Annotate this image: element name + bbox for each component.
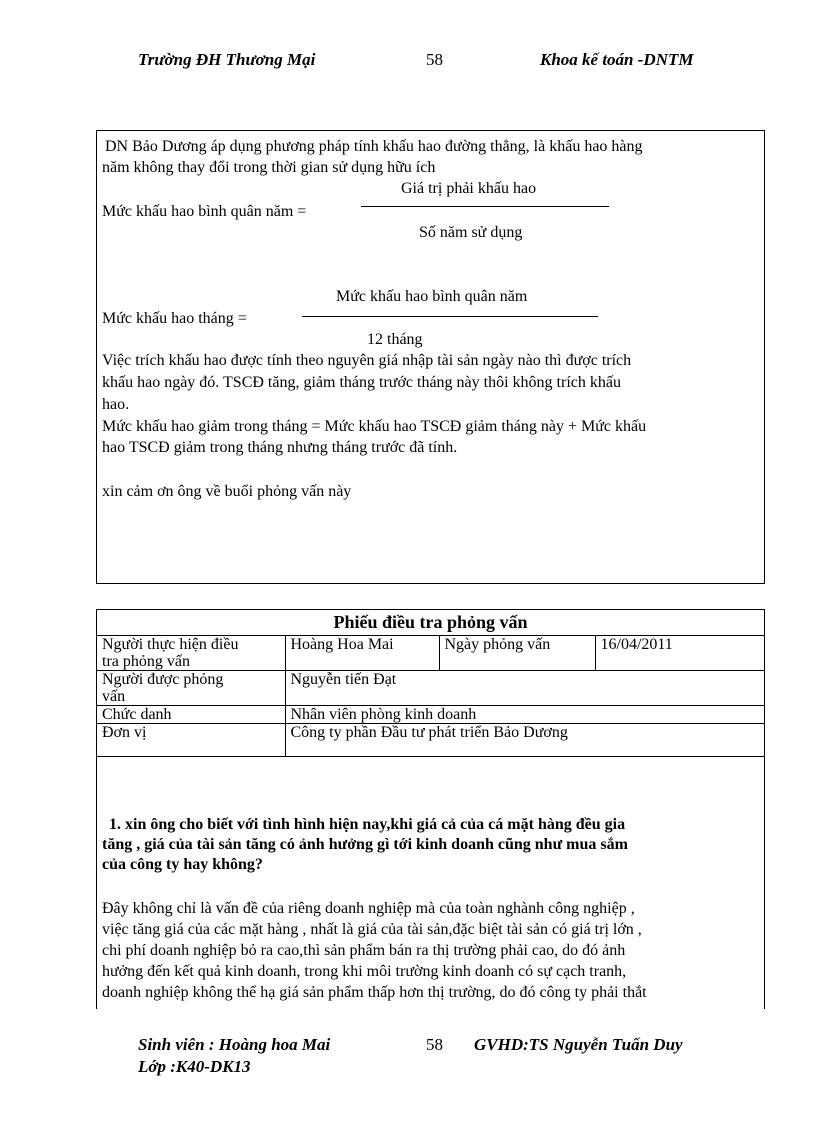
interviewee-label [97,671,285,706]
body-line-1: Việc trích khấu hao được tính theo nguyên giá nhập tài sản ngày nào thì được trích [102,352,632,369]
survey-title: Phiếu điều tra phỏng vấn [333,612,528,632]
answer-line-4: hưởng đến kết quả kinh doanh, trong khi môi trường kinh doanh có sự cạch tranh, [102,963,627,980]
interview-date-value: 16/04/2011 [595,636,764,671]
answer-line-1: Đây không chỉ là vấn đề của riêng doanh nghiệp mà của toàn nghành công nghiệp , [102,900,635,917]
footer-class: Lớp :K40-DK13 [138,1057,251,1076]
interviewee-label-line-1: Người được phỏng [102,671,224,688]
monthly-fraction-line [302,316,598,317]
question-line-2: tăng , giá của tài sản tăng có ảnh hưởng gì tới kinh doanh cũng như mua sắm [102,836,628,853]
body-line-2: khấu hao ngày đó. TSCĐ tăng, giảm tháng trước tháng này thôi không trích khấu [102,374,621,391]
question-line-3: của công ty hay không? [102,856,263,873]
header-page-number: 58 [426,50,443,69]
body-line-3: hao. [102,396,130,413]
annual-fraction-line [361,206,609,207]
monthly-formula-label: Mức khấu hao tháng = [102,310,247,327]
body-line-4: Mức khấu hao giảm trong tháng = Mức khấu hao TSCĐ giảm tháng này + Mức khấu [102,418,647,435]
annual-formula-numerator: Giá trị phải khấu hao [401,180,537,197]
position-label: Chức danh [97,706,285,724]
answer-line-3: chi phí doanh nghiệp bỏ ra cao,thì sản phẩm bán ra thị trường phải cao, do đó ảnh [102,942,626,959]
body-line-5: hao TSCĐ giảm trong tháng nhưng tháng trước đã tính. [102,439,458,456]
monthly-formula-numerator: Mức khấu hao bình quân năm [336,288,528,305]
answer-line-5: doanh nghiệp không thể hạ giá sản phẩm thấp hơn thị trường, do đó công ty phải thắt [102,984,647,1001]
interviewer-label [97,636,285,671]
unit-label: Đơn vị [97,724,285,757]
position-value: Nhân viên phòng kinh doanh [285,706,764,724]
interviewer-label-line-2: tra phỏng vấn [102,653,190,670]
unit-value: Công ty phần Đầu tư phát triển Bảo Dương [285,724,764,757]
table-row [97,706,764,724]
header-school: Trường ĐH Thương Mại [138,50,316,69]
interviewee-value: Nguyễn tiến Đạt [285,671,764,706]
table-row [97,636,764,671]
annual-formula-label: Mức khấu hao bình quân năm = [102,203,307,220]
footer-page-number: 58 [426,1035,443,1054]
answer-line-2: việc tăng giá của các mặt hàng , nhất là giá của tài sản,đặc biệt tài sản có giá trị lớn , [102,921,642,938]
survey-info-table [97,635,764,757]
intro-line-2: năm không thay đổi trong thời gian sử dụng hữu ích [102,159,436,176]
interviewer-value: Hoàng Hoa Mai [285,636,439,671]
monthly-formula-denominator: 12 tháng [367,331,423,348]
footer-advisor: GVHD:TS Nguyễn Tuấn Duy [474,1035,683,1054]
depreciation-text-box [96,130,765,584]
survey-form [96,609,765,1009]
table-row [97,724,764,757]
footer-student: Sinh viên : Hoàng hoa Mai [138,1035,331,1054]
header-faculty: Khoa kế toán -DNTM [540,50,694,69]
interviewee-label-line-2: vấn [102,688,126,705]
table-row [97,671,764,706]
interviewer-label-line-1: Người thực hiện điều [102,636,239,653]
annual-formula-denominator: Số năm sử dụng [419,224,523,241]
intro-line-1: DN Bảo Dương áp dụng phương pháp tính khấu hao đường thẳng, là khấu hao hàng [105,138,643,155]
interview-date-label: Ngày phỏng vấn [439,636,595,671]
question-line-1: 1. xin ông cho biết với tình hình hiện nay,khi giá cả của cá mặt hàng đều gia [109,816,626,833]
closing-thanks: xin cảm ơn ông về buổi phỏng vấn này [102,483,352,500]
